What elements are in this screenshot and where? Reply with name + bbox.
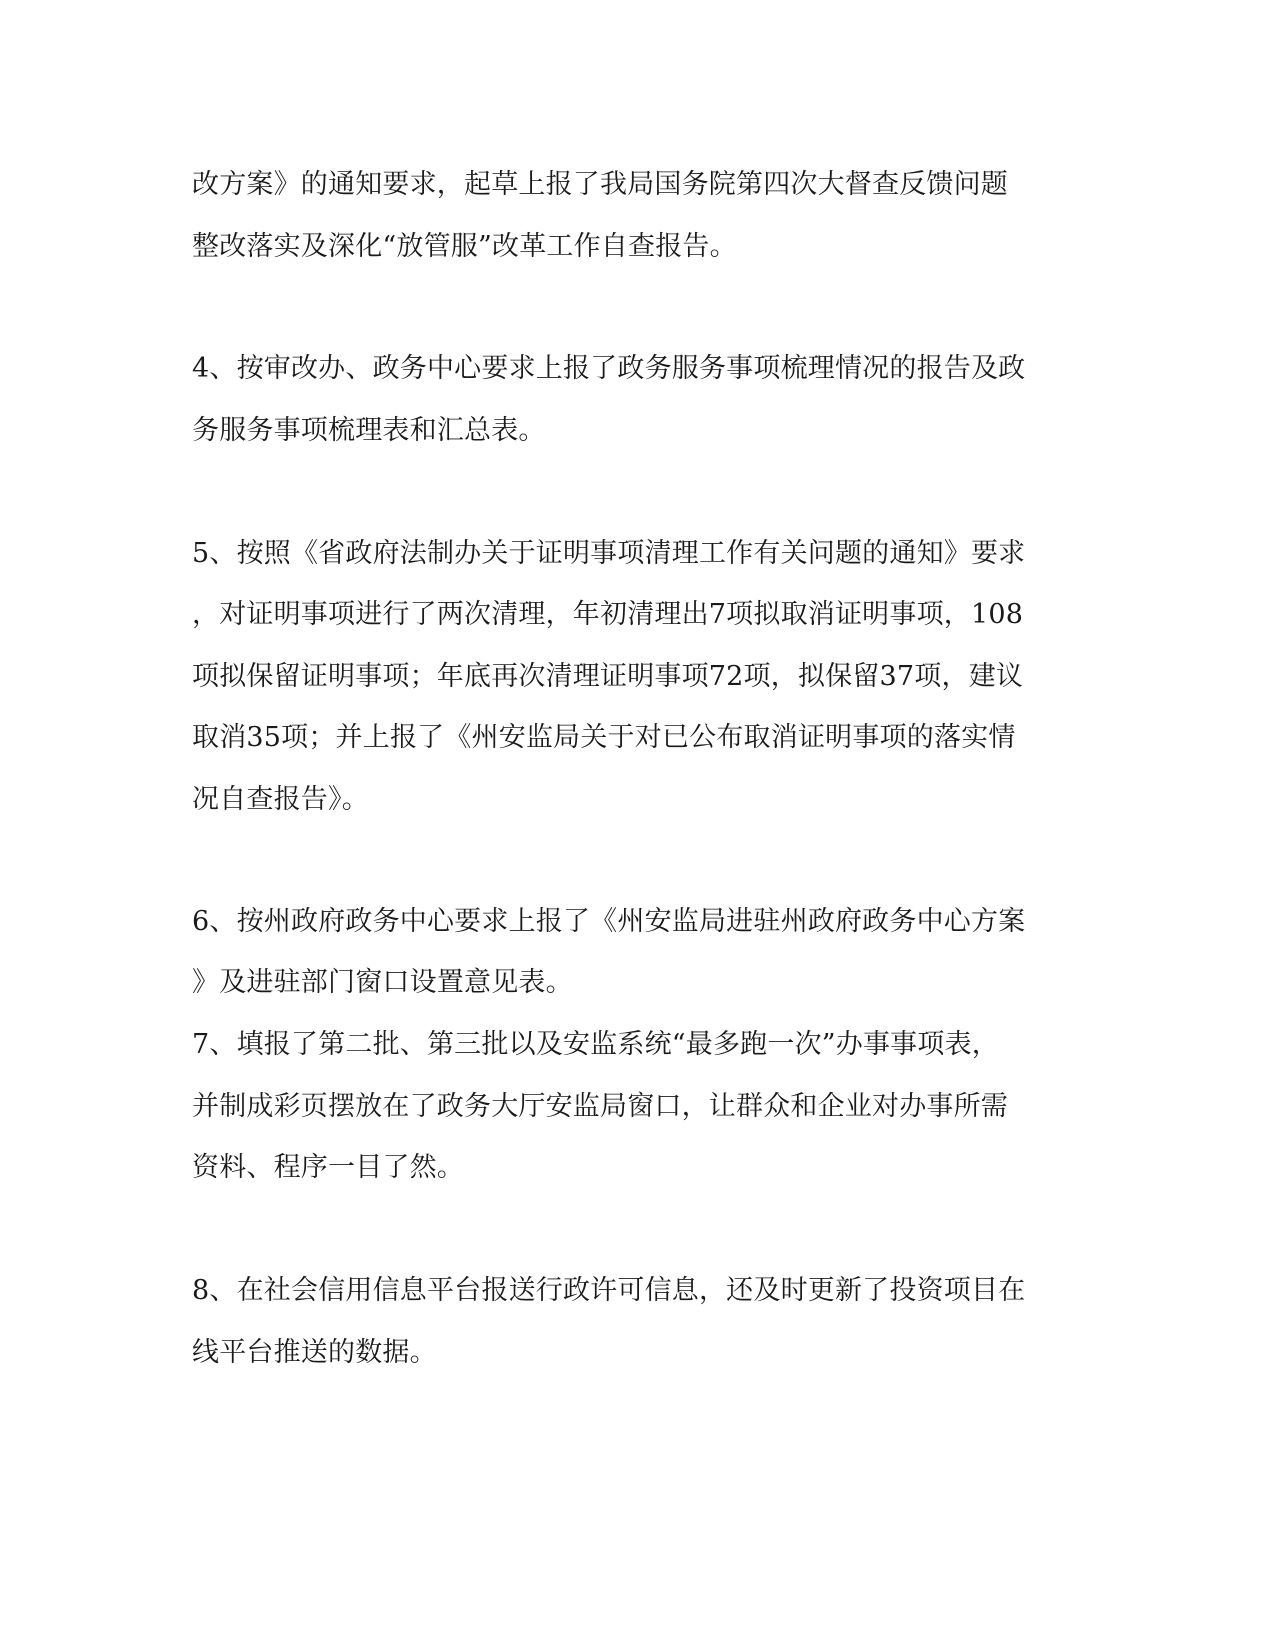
text-line: 》及进驻部门窗口设置意见表。 [192, 967, 573, 998]
text-line: 5、按照《省政府法制办关于证明事项清理工作有关问题的通知》要求 [192, 538, 1026, 569]
text-line: 6、按州政府政务中心要求上报了《州安监局进驻州政府政务中心方案 [192, 906, 1026, 937]
text-line: 整改落实及深化“放管服”改革工作自查报告。 [192, 231, 737, 262]
text-line: 改方案》的通知要求，起草上报了我局国务院第四次大督查反馈问题 [192, 169, 1008, 200]
text-line: 7、填报了第二批、第三批以及安监系统“最多跑一次”办事事项表， [192, 1029, 999, 1060]
text-line: 4、按审改办、政务中心要求上报了政务服务事项梳理情况的报告及政 [192, 353, 1026, 384]
text-line: 务服务事项梳理表和汇总表。 [192, 415, 546, 446]
text-line: 项拟保留证明事项；年底再次清理证明事项72项，拟保留37项，建议 [192, 661, 1024, 692]
text-line: ，对证明事项进行了两次清理，年初清理出7项拟取消证明事项，108 [192, 599, 1024, 630]
text-line: 并制成彩页摆放在了政务大厅安监局窗口，让群众和企业对办事所需 [192, 1091, 1008, 1122]
text-line: 取消35项；并上报了《州安监局关于对已公布取消证明事项的落实情 [192, 722, 1016, 753]
text-line: 况自查报告》。 [192, 784, 369, 815]
text-line: 线平台推送的数据。 [192, 1337, 437, 1368]
text-line: 8、在社会信用信息平台报送行政许可信息，还及时更新了投资项目在 [192, 1275, 1026, 1306]
text-line: 资料、程序一目了然。 [192, 1152, 464, 1183]
